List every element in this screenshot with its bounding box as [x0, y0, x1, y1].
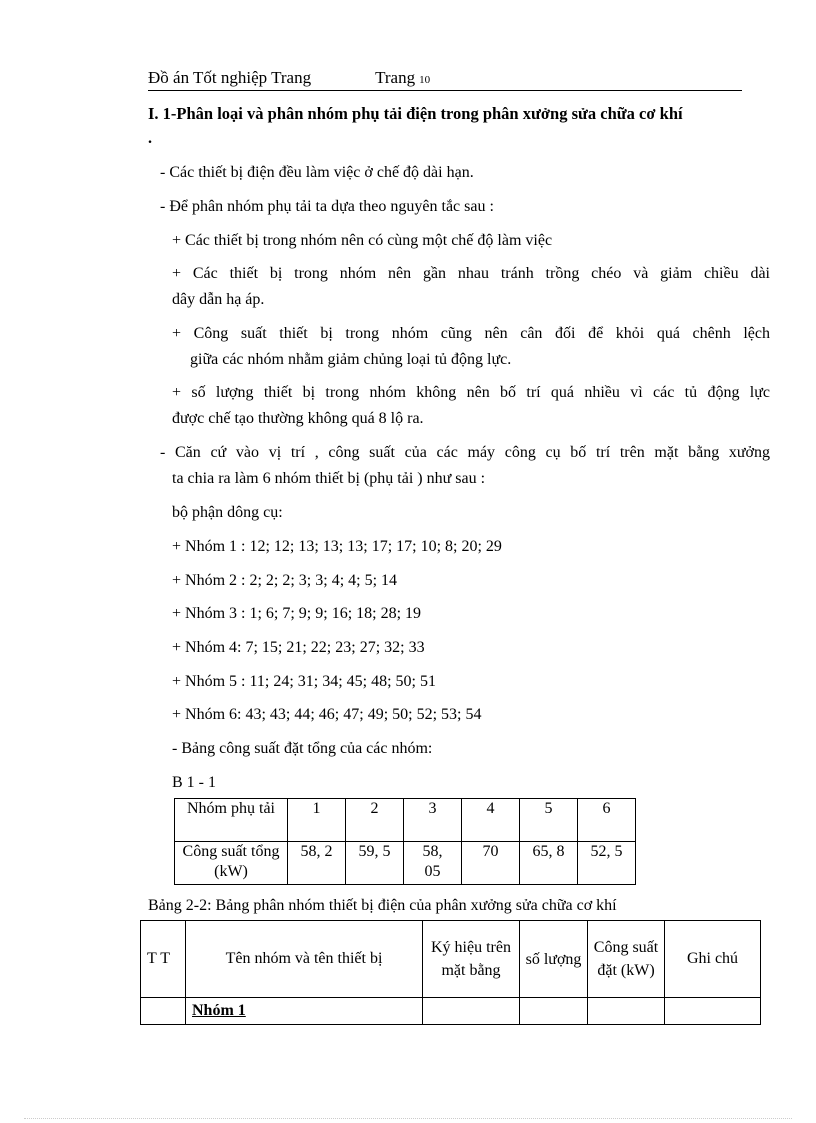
header-cell-name: Tên nhóm và tên thiết bị [186, 921, 423, 998]
table-cell [141, 998, 186, 1025]
paragraph-6a: + số lượng thiết bị trong nhóm không nên bố trí quá nhiều vì các tủ động lực [172, 384, 770, 401]
table-row [141, 998, 761, 1025]
header-underline [148, 90, 742, 91]
header-cell-note: Ghi chú [665, 921, 761, 998]
group-list-item: + Nhóm 2 : 2; 2; 2; 3; 3; 4; 4; 5; 14 [172, 572, 398, 589]
table-header-row [141, 921, 761, 998]
table-row [175, 799, 636, 842]
table-cell [665, 998, 761, 1025]
table-cell: 3 [404, 799, 462, 842]
table-cell: 6 [578, 799, 636, 842]
paragraph-6b: được chế tạo thường không quá 8 lộ ra. [172, 410, 424, 427]
table-cell: 4 [462, 799, 520, 842]
table-cell: 5 [520, 799, 578, 842]
header-cell-power: Công suất đặt (kW) [588, 921, 665, 998]
table-cell [423, 998, 520, 1025]
paragraph-3: + Các thiết bị trong nhóm nên có cùng một chế độ làm việc [172, 232, 553, 249]
paragraph-4a: + Các thiết bị trong nhóm nên gần nhau tránh trồng chéo và giảm chiều dài [172, 265, 770, 282]
table1-label: B 1 - 1 [172, 774, 216, 791]
table-cell: 58, 2 [288, 842, 346, 885]
table-cell: Nhóm phụ tải [175, 799, 288, 842]
group-list-item: + Nhóm 5 : 11; 24; 31; 34; 45; 48; 50; 51 [172, 673, 436, 690]
paragraph-2: - Để phân nhóm phụ tải ta dựa theo nguyên tắc sau : [160, 198, 494, 215]
group-name: Nhóm 1 [192, 1002, 246, 1019]
paragraph-9: - Bảng công suất đặt tổng của các nhóm: [172, 740, 433, 757]
paragraph-7a: - Căn cứ vào vị trí , công suất của các máy công cụ bố trí trên mặt bằng xưởng [160, 444, 770, 461]
table-cell: 65, 8 [520, 842, 578, 885]
header-page-number: 10 [419, 74, 431, 86]
table-cell: Công suất tổng (kW) [175, 842, 288, 885]
header-title: Đồ án Tốt nghiệp Trang [148, 68, 312, 87]
group-list-item: + Nhóm 4: 7; 15; 21; 22; 23; 27; 32; 33 [172, 639, 425, 656]
table-cell: 2 [346, 799, 404, 842]
paragraph-5a: + Công suất thiết bị trong nhóm cũng nên cân đối để khỏi quá chênh lệch [172, 325, 770, 342]
page-bottom-rule [24, 1118, 792, 1119]
group-list-item: + Nhóm 3 : 1; 6; 7; 9; 9; 16; 18; 28; 19 [172, 605, 422, 622]
table-cell [186, 998, 423, 1025]
table-cell: 58, 05 [404, 842, 462, 885]
group-list-item: + Nhóm 6: 43; 43; 44; 46; 47; 49; 50; 52; 53; 54 [172, 706, 482, 723]
device-grouping-table [140, 920, 761, 1025]
table2-caption: Bảng 2-2: Bảng phân nhóm thiết bị điện của phân xưởng sửa chữa cơ khí [148, 897, 617, 914]
page-header [148, 68, 430, 88]
header-cell-tt: T T [141, 921, 186, 998]
table-cell [520, 998, 588, 1025]
section-title: I. 1-Phân loại và phân nhóm phụ tải điện trong phân xưởng sửa chữa cơ khí [148, 104, 683, 123]
header-cell-symbol: Ký hiệu trên mặt bằng [423, 921, 520, 998]
table-cell: 52, 5 [578, 842, 636, 885]
group-list-item: + Nhóm 1 : 12; 12; 13; 13; 13; 17; 17; 10; 8; 20; 29 [172, 538, 502, 555]
table-row [175, 842, 636, 885]
table-cell [588, 998, 665, 1025]
paragraph-5b: giữa các nhóm nhằm giảm chủng loại tủ động lực. [190, 351, 512, 368]
header-page-label: Trang [375, 68, 416, 87]
paragraph-4b: dây dẫn hạ áp. [172, 291, 265, 308]
header-cell-qty: số lượng [520, 921, 588, 998]
section-title-dot: . [148, 130, 152, 147]
group-power-table [174, 798, 636, 885]
paragraph-7b: ta chia ra làm 6 nhóm thiết bị (phụ tải ) như sau : [172, 470, 486, 487]
table-cell: 1 [288, 799, 346, 842]
paragraph-1: - Các thiết bị điện đều làm việc ở chế độ dài hạn. [160, 164, 474, 181]
table-cell: 70 [462, 842, 520, 885]
paragraph-8: bộ phận dông cụ: [172, 504, 283, 521]
table-cell: 59, 5 [346, 842, 404, 885]
